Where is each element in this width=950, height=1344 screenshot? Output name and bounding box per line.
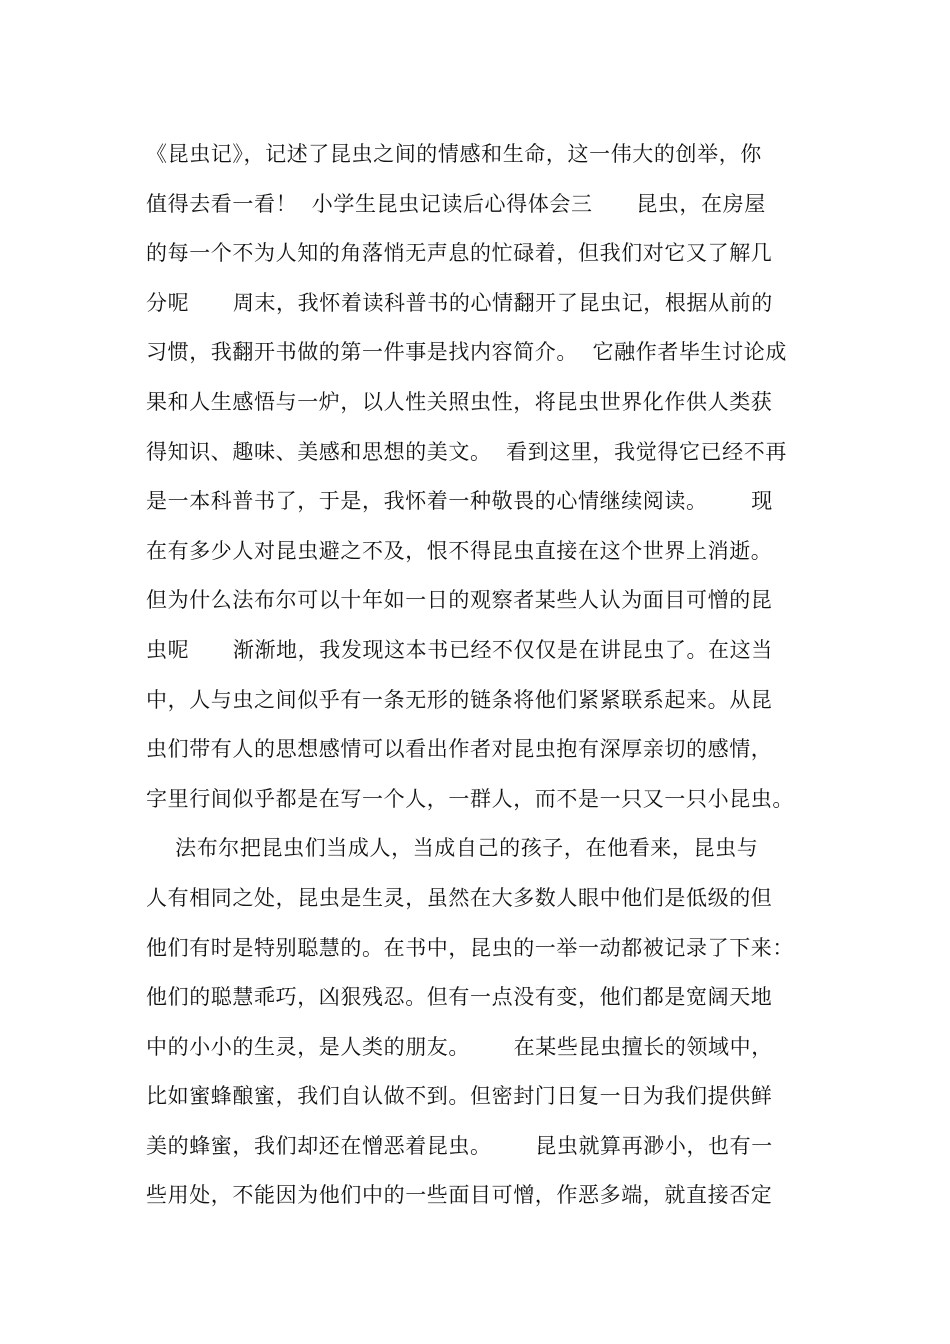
body-text (146, 130, 826, 1221)
text-line: 比如蜜蜂酿蜜，我们自认做不到。但密封门日复一日为我们提供鲜 (146, 1084, 773, 1109)
text-line: 法布尔把昆虫们当成人，当成自己的孩子，在他看来，昆虫与 (146, 836, 759, 861)
text-line: 是一本科普书了，于是，我怀着一种敬畏的心情继续阅读。 现 (146, 489, 773, 514)
text-line: 得知识、趣味、美感和思想的美文。 看到这里，我觉得它已经不再 (146, 439, 787, 464)
text-line: 中的小小的生灵，是人类的朋友。 在某些昆虫擅长的领域中， (146, 1034, 773, 1059)
text-line: 在有多少人对昆虫避之不及，恨不得昆虫直接在这个世界上消逝。 (146, 538, 773, 563)
text-line: 美的蜂蜜，我们却还在憎恶着昆虫。 昆虫就算再渺小，也有一 (146, 1133, 773, 1158)
text-line: 虫们带有人的思想感情可以看出作者对昆虫抱有深厚亲切的感情， (146, 737, 773, 762)
text-line: 中，人与虫之间似乎有一条无形的链条将他们紧紧联系起来。从昆 (146, 687, 773, 712)
text-line: 果和人生感悟与一炉，以人性关照虫性，将昆虫世界化作供人类获 (146, 389, 773, 414)
text-line: 人有相同之处，昆虫是生灵，虽然在大多数人眼中他们是低级的但 (146, 885, 773, 910)
text-line: 值得去看一看！ 小学生昆虫记读后心得体会三 昆虫，在房屋 (146, 191, 766, 216)
text-line: 习惯，我翻开书做的第一件事是找内容简介。 它融作者毕生讨论成 (146, 340, 787, 365)
text-line: 分呢 周末，我怀着读科普书的心情翻开了昆虫记，根据从前的 (146, 290, 773, 315)
text-line: 字里行间似乎都是在写一个人，一群人，而不是一只又一只小昆虫。 (146, 786, 794, 811)
text-line: 但为什么法布尔可以十年如一日的观察者某些人认为面目可憎的昆 (146, 588, 773, 613)
text-line: 的每一个不为人知的角落悄无声息的忙碌着，但我们对它又了解几 (146, 241, 773, 266)
text-line: 虫呢 渐渐地，我发现这本书已经不仅仅是在讲昆虫了。在这当 (146, 637, 773, 662)
text-line: 些用处，不能因为他们中的一些面目可憎，作恶多端，就直接否定 (146, 1183, 773, 1208)
text-line: 他们有时是特别聪慧的。在书中，昆虫的一举一动都被记录了下来： (146, 935, 794, 960)
text-line: 《昆虫记》，记述了昆虫之间的情感和生命，这一伟大的创举，你 (146, 142, 762, 166)
text-line: 他们的聪慧乖巧，凶狠残忍。但有一点没有变，他们都是宽阔天地 (146, 985, 773, 1010)
